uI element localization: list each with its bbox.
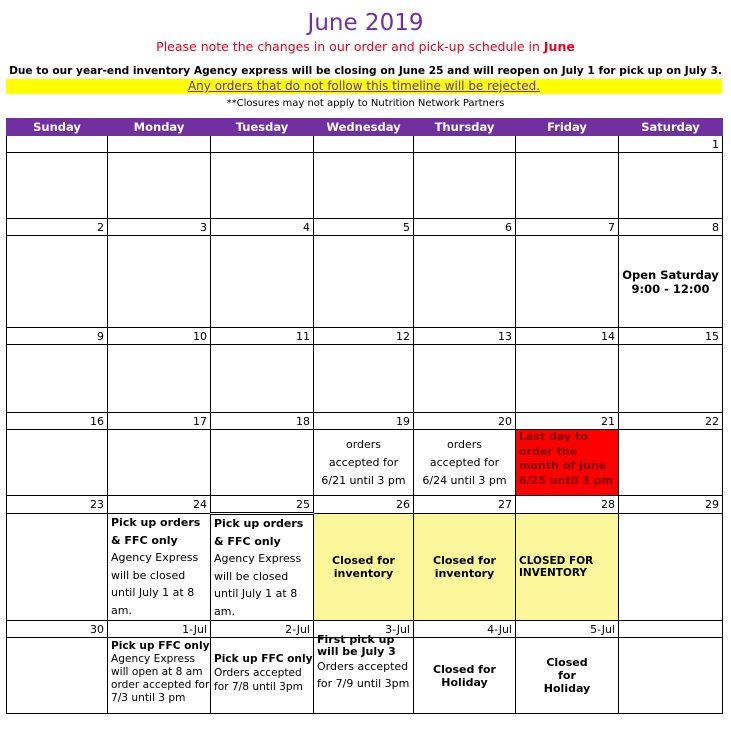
closed-holiday-cell <box>516 638 619 714</box>
content-row <box>7 236 723 328</box>
date-cell: 4-Jul <box>414 621 516 638</box>
closure-notice: Due to our year-end inventory Agency express will be closing on June 25 and will reopen on July 1 for pick up on July 3. <box>9 65 722 77</box>
pickup-ffc-text: Agency Express will open at 8 am order accepted for 7/3 until 3 pm <box>111 653 210 704</box>
date-cell <box>7 136 108 153</box>
date-cell: 28 <box>516 496 619 514</box>
date-cell: 12 <box>314 328 414 345</box>
date-row <box>7 328 723 345</box>
day-cell <box>619 153 723 219</box>
partner-closure-note: **Closures may not apply to Nutrition Network Partners <box>226 98 505 109</box>
page-title: June 2019 <box>307 10 424 36</box>
date-cell: 25 <box>211 496 314 514</box>
closed-inventory-cell <box>516 514 619 621</box>
orders-accepted-cell <box>414 430 516 496</box>
day-cell <box>7 514 108 621</box>
content-row <box>7 638 723 714</box>
orders-line: orders <box>446 437 483 451</box>
day-cell <box>414 345 516 413</box>
date-cell <box>314 136 414 153</box>
day-cell <box>108 236 211 328</box>
orders-line: accepted for <box>328 455 399 469</box>
day-cell <box>7 638 108 714</box>
pickup-ffc-text: Orders accepted for 7/8 until 3pm <box>214 667 303 693</box>
day-cell <box>108 430 211 496</box>
day-cell <box>516 345 619 413</box>
closed-holiday-text: Closed for Holiday <box>543 656 591 695</box>
date-cell: 11 <box>211 328 314 345</box>
last-order-day-text: Last day to order the month of June 6/25 until 3 pm <box>519 430 613 487</box>
date-cell: 10 <box>108 328 211 345</box>
day-header-wednesday: Wednesday <box>314 119 414 136</box>
day-cell <box>619 430 723 496</box>
day-header-monday: Monday <box>108 119 211 136</box>
day-cell <box>7 345 108 413</box>
first-pickup-cell <box>314 633 414 714</box>
subtitle-text: Please note the changes in our order and pick-up schedule in <box>156 39 540 54</box>
orders-line: accepted for <box>429 455 500 469</box>
date-cell: 23 <box>7 496 108 514</box>
first-pickup-text: Orders accepted for 7/9 until 3pm <box>317 660 410 690</box>
date-cell: 13 <box>414 328 516 345</box>
rejection-warning: Any orders that do not follow this timeline will be rejected. <box>6 79 722 94</box>
orders-line: 6/21 until 3 pm <box>321 473 406 487</box>
date-cell <box>108 136 211 153</box>
pickup-orders-text: Agency Express will be closed until July 1 at 8 am. <box>111 551 199 617</box>
date-cell: 4 <box>211 219 314 236</box>
date-cell: 8 <box>619 219 723 236</box>
day-cell <box>7 153 108 219</box>
pickup-orders-cell <box>108 514 211 621</box>
day-cell <box>314 345 414 413</box>
pickup-orders-text: Agency Express will be closed until July 1 at 8 am. <box>214 552 302 618</box>
last-order-day-cell <box>516 430 619 496</box>
closed-inventory-text: Closed for inventory <box>433 554 496 580</box>
pickup-ffc-title: Pick up FFC only <box>214 653 313 665</box>
date-row <box>7 219 723 236</box>
day-cell <box>211 236 314 328</box>
date-cell: 2-Jul <box>211 621 314 638</box>
day-header-saturday: Saturday <box>619 119 723 136</box>
pickup-orders-cell <box>211 514 314 621</box>
date-cell <box>414 136 516 153</box>
date-cell: 24 <box>108 496 211 514</box>
day-cell <box>314 153 414 219</box>
pickup-orders-title: Pick up orders & FFC only <box>111 516 201 547</box>
open-saturday-hours: 9:00 - 12:00 <box>631 281 710 296</box>
date-row <box>7 136 723 153</box>
date-cell: 17 <box>108 413 211 430</box>
closed-inventory-cell <box>314 514 414 621</box>
date-cell: 18 <box>211 413 314 430</box>
date-cell: 20 <box>414 413 516 430</box>
open-saturday-label: Open Saturday <box>622 267 719 282</box>
day-header-thursday: Thursday <box>414 119 516 136</box>
day-cell <box>211 345 314 413</box>
day-cell <box>414 236 516 328</box>
date-cell: 21 <box>516 413 619 430</box>
day-cell <box>108 345 211 413</box>
date-row <box>7 413 723 430</box>
date-cell <box>516 136 619 153</box>
pickup-ffc-cell <box>211 638 314 714</box>
day-cell <box>414 153 516 219</box>
day-cell <box>108 153 211 219</box>
day-cell <box>7 236 108 328</box>
day-cell <box>211 153 314 219</box>
day-header-tuesday: Tuesday <box>211 119 314 136</box>
closed-inventory-text: CLOSED FOR INVENTORY <box>519 555 594 579</box>
date-row <box>7 496 723 514</box>
day-cell <box>516 236 619 328</box>
pickup-orders-title: Pick up orders & FFC only <box>214 517 304 548</box>
date-cell <box>211 136 314 153</box>
date-cell: 27 <box>414 496 516 514</box>
content-row <box>7 153 723 219</box>
day-header-friday: Friday <box>516 119 619 136</box>
date-cell: 19 <box>314 413 414 430</box>
date-cell: 6 <box>414 219 516 236</box>
day-cell <box>7 430 108 496</box>
date-cell: 22 <box>619 413 723 430</box>
date-cell: 16 <box>7 413 108 430</box>
orders-accepted-cell <box>314 430 414 496</box>
date-cell: 2 <box>7 219 108 236</box>
day-cell <box>619 514 723 621</box>
day-cell <box>211 430 314 496</box>
date-cell: 3-Jul <box>314 621 414 638</box>
date-cell: 29 <box>619 496 723 514</box>
date-cell: 1-Jul <box>108 621 211 638</box>
date-cell: 26 <box>314 496 414 514</box>
closed-holiday-text: Closed for Holiday <box>433 662 496 689</box>
closed-holiday-cell <box>414 638 516 714</box>
open-saturday-cell <box>619 236 723 328</box>
date-cell: 1 <box>619 136 723 153</box>
date-cell: 30 <box>7 621 108 638</box>
day-header-sunday: Sunday <box>7 119 108 136</box>
date-cell: 14 <box>516 328 619 345</box>
day-cell <box>619 345 723 413</box>
date-cell: 5 <box>314 219 414 236</box>
calendar-grid <box>6 118 723 714</box>
weekday-header <box>7 119 723 136</box>
orders-line: 6/24 until 3 pm <box>422 473 507 487</box>
day-cell <box>619 638 723 714</box>
content-row <box>7 345 723 413</box>
pickup-ffc-cell <box>108 638 211 714</box>
date-cell: 15 <box>619 328 723 345</box>
date-cell: 5-Jul <box>516 621 619 638</box>
first-pickup-title: First pick up will be July 3 <box>317 633 396 658</box>
closed-inventory-cell <box>414 514 516 621</box>
date-cell <box>619 621 723 638</box>
content-row <box>7 430 723 496</box>
day-cell <box>314 236 414 328</box>
schedule-change-note <box>0 39 731 54</box>
orders-line: orders <box>345 437 382 451</box>
content-row <box>7 514 723 621</box>
subtitle-month: June <box>543 39 575 54</box>
date-cell: 3 <box>108 219 211 236</box>
pickup-ffc-title: Pick up FFC only <box>111 640 210 652</box>
date-cell: 7 <box>516 219 619 236</box>
closed-inventory-text: Closed for inventory <box>332 554 395 580</box>
date-cell: 9 <box>7 328 108 345</box>
day-cell <box>516 153 619 219</box>
